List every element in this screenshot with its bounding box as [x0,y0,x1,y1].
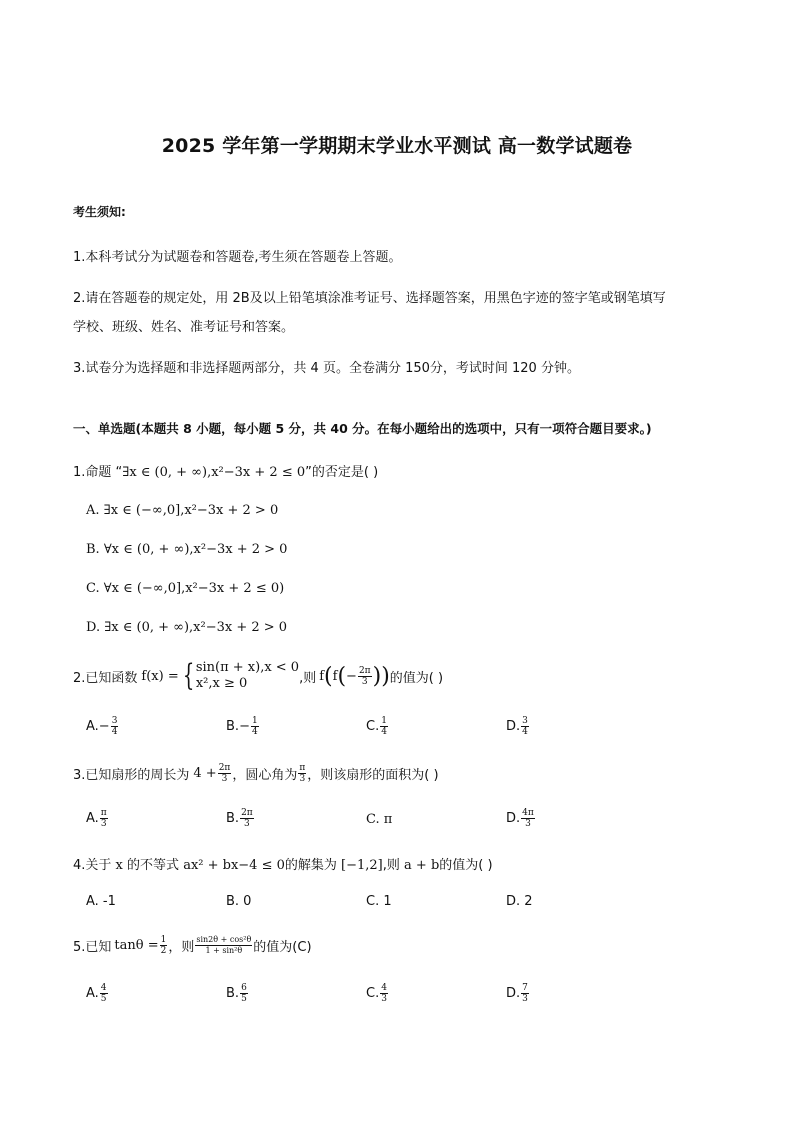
q2-option-a: A.− $\frac{3}{4}$ [86,716,118,737]
q5-option-c: C. $\frac{4}{3}$ [366,983,387,1004]
section-heading: 一、单选题(本题共 8 小题，每小题 5 分，共 40 分。在每小题给出的选项中，只有一项符合题目要求。) [73,421,652,436]
q3-option-c: C. π [366,812,393,827]
q4-mid-1: 的不等式 [127,858,180,873]
q3-option-d: D. $\frac{4\pi}{3}$ [506,808,534,829]
q2-option-c: C. $\frac{1}{4}$ [366,716,387,737]
q4-prefix: 4.关于 [73,858,112,873]
q4-option-b: B. 0 [226,894,252,909]
question-1 [73,461,378,480]
notice-line-2a: 2.请在答题卷的规定处，用 2B及以上铅笔填涂准考证号、选择题答案，用黑色字迹的签字笔或钢笔填写 [73,291,666,306]
q3-suffix: ，则该扇形的面积为( ) [307,768,439,783]
q4-option-d: D. 2 [506,894,533,909]
notice-line-2b: 学校、班级、姓名、准考证号和答案。 [73,320,295,335]
q5-option-b: B. $\frac{6}{5}$ [226,983,247,1004]
q4-suffix: 的值为( ) [439,858,493,873]
q4-mid-2: 的解集为 [284,858,337,873]
q5-tan: tanθ = [114,938,159,953]
q5-suffix: 的值为(C) [253,940,312,955]
q4-inequality: ax² + bx−4 ≤ 0 [183,858,285,873]
q4-sum: a + b [404,858,440,873]
q2-mid: ,则 [299,670,317,686]
q3-option-a: A. $\frac{\pi}{3}$ [86,808,107,829]
q1-option-b: B. ∀x ∈ (0, + ∞),x²−3x + 2 > 0 [86,542,288,557]
q5-mid: ，则 [168,940,195,955]
q5-expression-fraction: $\frac{\text{sin2θ + cos²θ}}{\text{1 + sin²θ}}$ [196,935,252,955]
q1-option-a: A. ∃x ∈ (−∞,0],x²−3x + 2 > 0 [86,503,279,518]
q4-variable: x [115,858,123,873]
q2-case-2: x²,x ≥ 0 [195,676,248,691]
q2-f-inner: f [332,668,338,684]
q2-suffix: 的值为( ) [389,670,444,686]
q2-prefix: 2.已知函数 [73,670,138,686]
q2-neg: − [346,668,357,684]
q3-angle-fraction: $\frac{\pi}{3}$ [299,763,306,784]
q2-case-1: sin(π + x),x < 0 [195,660,300,675]
q2-piecewise: { sin(π + x),x < 0 x²,x ≥ 0 [182,658,300,693]
q3-perimeter-int: 4 + [193,766,217,781]
q2-f-outer: f [319,668,325,684]
q2-option-b: B.− $\frac{1}{4}$ [226,716,258,737]
question-4 [73,854,493,873]
q3-mid: ，圆心角为 [232,768,298,783]
q1-expression: ∃x ∈ (0, + ∞),x²−3x + 2 ≤ 0 [122,465,306,480]
q1-option-d: D. ∃x ∈ (0, + ∞),x²−3x + 2 > 0 [86,620,288,635]
notice-heading: 考生须知: [73,205,126,219]
q5-option-d: D. $\frac{7}{3}$ [506,983,528,1004]
q1-prefix: 1.命题 “ [73,465,123,480]
q1-option-c: C. ∀x ∈ (−∞,0],x²−3x + 2 ≤ 0) [86,581,285,596]
q2-arg-fraction: $\frac{2\pi}{3}$ [358,665,371,687]
q3-perimeter-fraction: $\frac{2\pi}{3}$ [218,763,231,784]
question-5 [73,935,312,956]
q4-option-a: A. -1 [86,894,116,909]
q1-suffix: ”的否定是( ) [305,465,379,480]
question-2: 2.已知函数 f(x) = { sin(π + x),x < 0 x²,x ≥ 0 ,则 f ( f ( − $\frac{2\pi}{3}$ )) 的值为( ) [73,658,444,693]
question-3 [73,763,439,784]
page-title: 2025 学年第一学期期末学业水平测试 高一数学试题卷 [161,135,633,157]
notice-line-1: 1.本科考试分为试题卷和答题卷,考生须在答题卷上答题。 [73,250,402,265]
q2-function-name: f(x) = [141,668,179,684]
q3-prefix: 3.已知扇形的周长为 [73,768,190,783]
q4-mid-3: ,则 [382,858,400,873]
q5-tan-fraction: $\frac{1}{2}$ [160,935,167,956]
q2-option-d: D. $\frac{3}{4}$ [506,716,528,737]
q4-option-c: C. 1 [366,894,392,909]
q5-prefix: 5.已知 [73,940,112,955]
notice-line-3: 3.试卷分为选择题和非选择题两部分，共 4 页。全卷满分 150分，考试时间 120 分钟。 [73,361,580,376]
q4-interval: [−1,2] [341,858,383,873]
q5-option-a: A. $\frac{4}{5}$ [86,983,107,1004]
q3-option-b: B. $\frac{2\pi}{3}$ [226,808,253,829]
